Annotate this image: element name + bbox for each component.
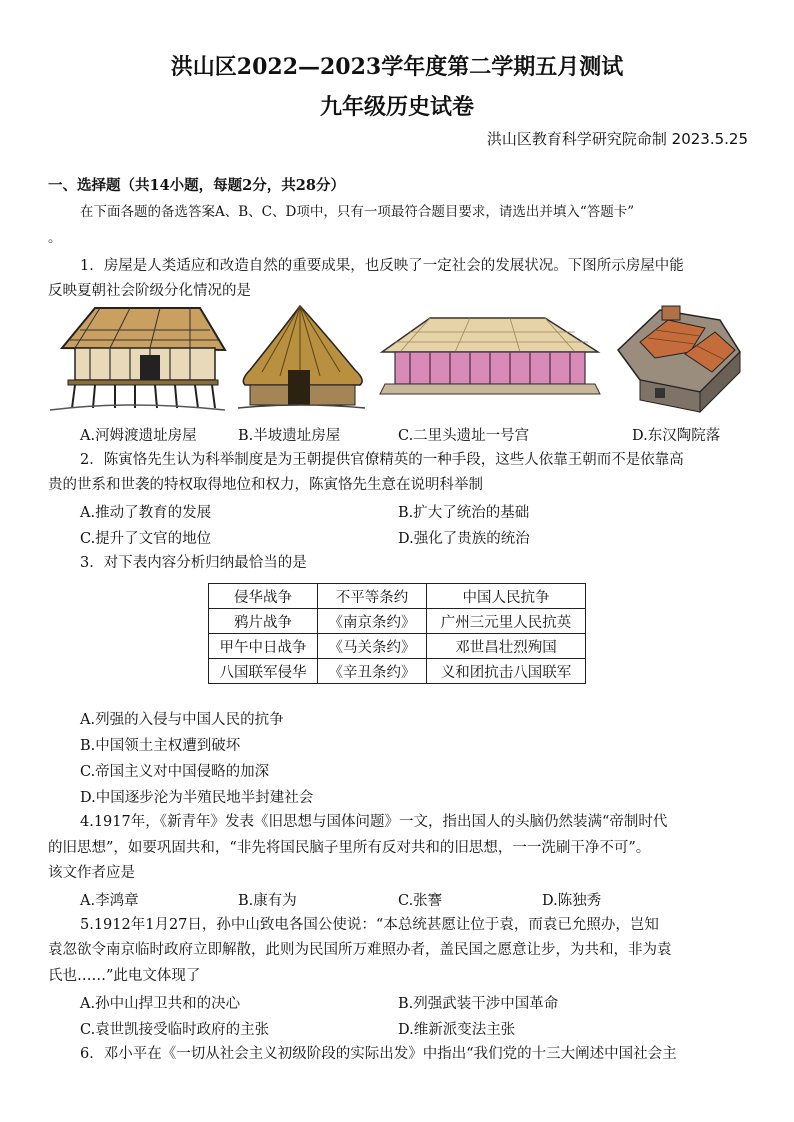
table-header-cell: 中国人民抗争 <box>427 584 586 609</box>
table-cell: 甲午中日战争 <box>209 634 318 659</box>
q2-option-a: A.推动了教育的发展 <box>80 505 212 521</box>
exam-title: 洪山区2022—2023学年度第二学期五月测试 <box>170 54 624 80</box>
table-row <box>209 609 586 634</box>
q1-option-a: A.河姆渡遗址房屋 <box>80 428 197 444</box>
q1-house-images <box>0 300 794 420</box>
q1-option-d: D.东汉陶院落 <box>632 428 721 444</box>
q4-stem-line2: 的旧思想”，如要巩固共和，“非先将国民脑子里所有反对共和的旧思想，一一洗刷干净不可”。 <box>48 840 651 856</box>
q5-option-c: C.袁世凯接受临时政府的主张 <box>80 1022 270 1038</box>
q5-stem-line2: 袁忽欲令南京临时政府立即解散，此则为民国所万难照办者，盖民国之愿意让步，为共和，非为袁 <box>48 942 672 958</box>
q2-stem-line1: 2．陈寅恪先生认为科举制度是为王朝提供官僚精英的一种手段，这些人依靠王朝而不是依靠高 <box>80 452 684 468</box>
table-cell: 《南京条约》 <box>318 609 427 634</box>
table-cell: 邓世昌壮烈殉国 <box>427 634 586 659</box>
table-cell: 《辛丑条约》 <box>318 659 427 684</box>
q4-option-c: C.张謇 <box>398 893 443 909</box>
q5-option-d: D.维新派变法主张 <box>398 1022 516 1038</box>
table-cell: 鸦片战争 <box>209 609 318 634</box>
q4-stem-line1: 4.1917年，《新青年》发表《旧思想与国体问题》一文，指出国人的头脑仍然装满“帝制时代 <box>80 814 668 830</box>
q3-option-b: B.中国领土主权遭到破坏 <box>80 738 241 754</box>
section-instruction: 在下面各题的备选答案A、B、C、D项中，只有一项最符合题目要求，请选出并填入“答题卡” <box>80 204 635 220</box>
q1-option-c: C.二里头遗址一号宫 <box>398 428 530 444</box>
table-header-row <box>209 584 586 609</box>
q3-option-d: D.中国逐步沦为半殖民地半封建社会 <box>80 790 314 806</box>
hemudu-house-image <box>50 308 225 410</box>
q3-table <box>208 583 586 684</box>
q6-stem-line1: 6．邓小平在《一切从社会主义初级阶段的实际出发》中指出“我们党的十三大阐述中国社会主 <box>80 1046 677 1062</box>
q5-stem-line3: 氏也……”此电文体现了 <box>48 968 201 984</box>
section-heading: 一、选择题（共14小题，每题2分，共28分） <box>48 177 345 194</box>
q2-option-c: C.提升了文官的地位 <box>80 531 212 547</box>
donghan-courtyard-image <box>618 306 740 412</box>
q2-stem-line2: 贵的世系和世袭的特权取得地位和权力，陈寅恪先生意在说明科举制 <box>48 477 483 493</box>
q1-stem-line2: 反映夏朝社会阶级分化情况的是 <box>48 283 251 299</box>
q4-option-d: D.陈独秀 <box>542 893 602 909</box>
table-row <box>209 659 586 684</box>
q1-stem-line1: 1．房屋是人类适应和改造自然的重要成果，也反映了一定社会的发展状况。下图所示房屋中能 <box>80 258 684 274</box>
q4-option-b: B.康有为 <box>238 893 297 909</box>
q2-option-d: D.强化了贵族的统治 <box>398 531 530 547</box>
q5-stem-line1: 5.1912年1月27日，孙中山致电各国公使说：“本总统甚愿让位于袁，而袁已允照办，岂知 <box>80 917 659 933</box>
q5-option-a: A.孙中山捍卫共和的决心 <box>80 996 241 1012</box>
table-header-cell: 不平等条约 <box>318 584 427 609</box>
section-instruction-end: 。 <box>48 230 62 246</box>
table-cell: 义和团抗击八国联军 <box>427 659 586 684</box>
table-cell: 《马关条约》 <box>318 634 427 659</box>
table-header-cell: 侵华战争 <box>209 584 318 609</box>
q1-option-b: B.半坡遗址房屋 <box>238 428 341 444</box>
q5-option-b: B.列强武装干涉中国革命 <box>398 996 559 1012</box>
q4-option-a: A.李鸿章 <box>80 893 139 909</box>
table-row <box>209 634 586 659</box>
exam-byline: 洪山区教育科学研究院命制 2023.5.25 <box>486 130 748 148</box>
q2-option-b: B.扩大了统治的基础 <box>398 505 530 521</box>
banpo-house-image <box>238 306 365 408</box>
q3-option-a: A.列强的入侵与中国人民的抗争 <box>80 712 284 728</box>
q3-option-c: C.帝国主义对中国侵略的加深 <box>80 764 270 780</box>
table-cell: 八国联军侵华 <box>209 659 318 684</box>
table-cell: 广州三元里人民抗英 <box>427 609 586 634</box>
exam-subtitle: 九年级历史试卷 <box>319 94 474 120</box>
erlitou-palace-image <box>380 318 600 394</box>
q3-stem: 3．对下表内容分析归纳最恰当的是 <box>80 555 307 571</box>
q4-stem-line3: 该文作者应是 <box>48 865 135 881</box>
